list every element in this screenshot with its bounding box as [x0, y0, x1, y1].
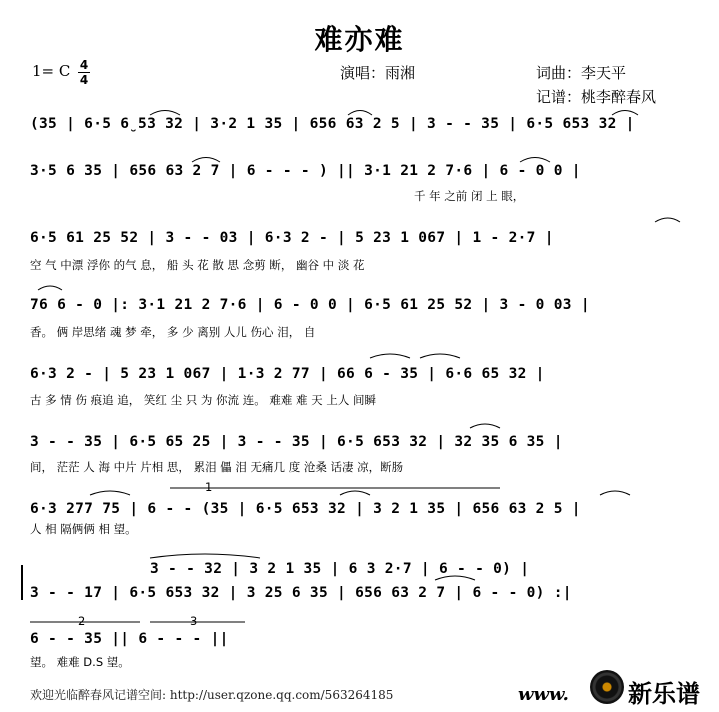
tie-9 [420, 354, 460, 358]
time-signature-top: 4 [79, 58, 89, 72]
score-row-2: 3·5 6 35 | 656 63 2 7 | 6 - - - ) || 3·1 21 2 7·6 | 6 - 0 0 | [30, 163, 581, 179]
score-row-3: 6·5 61 25 52 | 3 - - 03 | 6·3 2 - | 5 23 1 067 | 1 - 2·7 | [30, 230, 554, 246]
record-logo-icon [590, 670, 624, 704]
score-row-5: 6·3 2 - | 5 23 1 067 | 1·3 2 77 | 66 6 - 35 | 6·6 65 32 | [30, 366, 545, 382]
tie-12 [340, 491, 370, 495]
lyrics-row-9: 望。 难难 D.S 望。 [30, 655, 130, 669]
volta-3-label: 3 [190, 614, 198, 628]
time-signature-bottom: 4 [79, 73, 89, 87]
tie-2 [348, 111, 372, 116]
footer-www: www. [518, 684, 569, 705]
singer-credit: 演唱：雨湘 [340, 64, 416, 82]
lyrics-row-2: 千 年 之前 闭 上 眼， [414, 189, 525, 203]
score-row-8-upper: 3 - - 32 | 3 2 1 35 | 6 3 2·7 | 6 - - 0) | [150, 561, 530, 577]
volta-1-label: 1 [205, 480, 213, 494]
lyrics-row-5: 古 多 情 伤 痕追 追， 笑红 尘 只 为 你流 连。 难难 难 天 上人 间瞬 [30, 393, 376, 407]
footer-text: 欢迎光临醉春风记谱空间: http://user.qzone.qq.com/563264185 [30, 688, 394, 702]
tie-11 [90, 491, 130, 495]
tie-10 [470, 424, 500, 428]
score-row-6: 3 - - 35 | 6·5 65 25 | 3 - - 35 | 6·5 653 32 | 32 35 6 35 | [30, 434, 563, 450]
composer-credit: 词曲：李天平 [536, 64, 627, 82]
score-row-7: 6·3 277 75 | 6 - - (35 | 6·5 653 32 | 3 2 1 35 | 656 63 2 5 | [30, 501, 581, 517]
footer-brand: 新乐谱 [628, 680, 700, 708]
score-row-9: 6 - - 35 || 6 - - - || [30, 631, 229, 647]
key-signature: 1= C [32, 62, 71, 80]
tie-14 [150, 554, 260, 558]
tie-15 [435, 576, 475, 580]
tie-6 [655, 218, 680, 222]
tie-3 [612, 111, 638, 116]
tie-5 [520, 158, 550, 163]
tie-1 [150, 111, 180, 116]
lyrics-row-3: 空 气 中漂 浮你 的气 息， 船 头 花 散 思 念剪 断， 幽谷 中 淡 花 [30, 258, 365, 272]
lyrics-row-6: 间， 茫茫 人 海 中片 片相 思， 累泪 儡 泪 无痛几 度 沧桑 话凄 凉，断肠 [30, 460, 404, 474]
score-row-8-lower: 3 - - 17 | 6·5 653 32 | 3 25 6 35 | 656 63 2 7 | 6 - - 0) :| [30, 585, 572, 601]
tie-7 [38, 286, 62, 290]
volta-2-label: 2 [78, 614, 86, 628]
song-title: 难亦难 [314, 23, 405, 56]
tie-4 [192, 158, 220, 163]
tie-13 [600, 491, 630, 495]
lyrics-row-7: 人 相 隔俩俩 相 望。 [30, 522, 137, 536]
tie-8 [370, 354, 410, 358]
transcriber-credit: 记谱：桃李醉春风 [536, 88, 657, 106]
score-row-4: 76 6 - 0 |: 3·1 21 2 7·6 | 6 - 0 0 | 6·5 61 25 52 | 3 - 0 03 | [30, 297, 590, 313]
lyrics-row-4: 香。 俩 岸思绪 魂 梦 牵， 多 少 离别 人儿 伤心 泪， 自 [30, 325, 316, 339]
score-row-1: (35 | 6·5 6̮53 32 | 3·2 1 35 | 656 63 2 5 | 3 - - 35 | 6·5 653 32 | [30, 116, 635, 132]
